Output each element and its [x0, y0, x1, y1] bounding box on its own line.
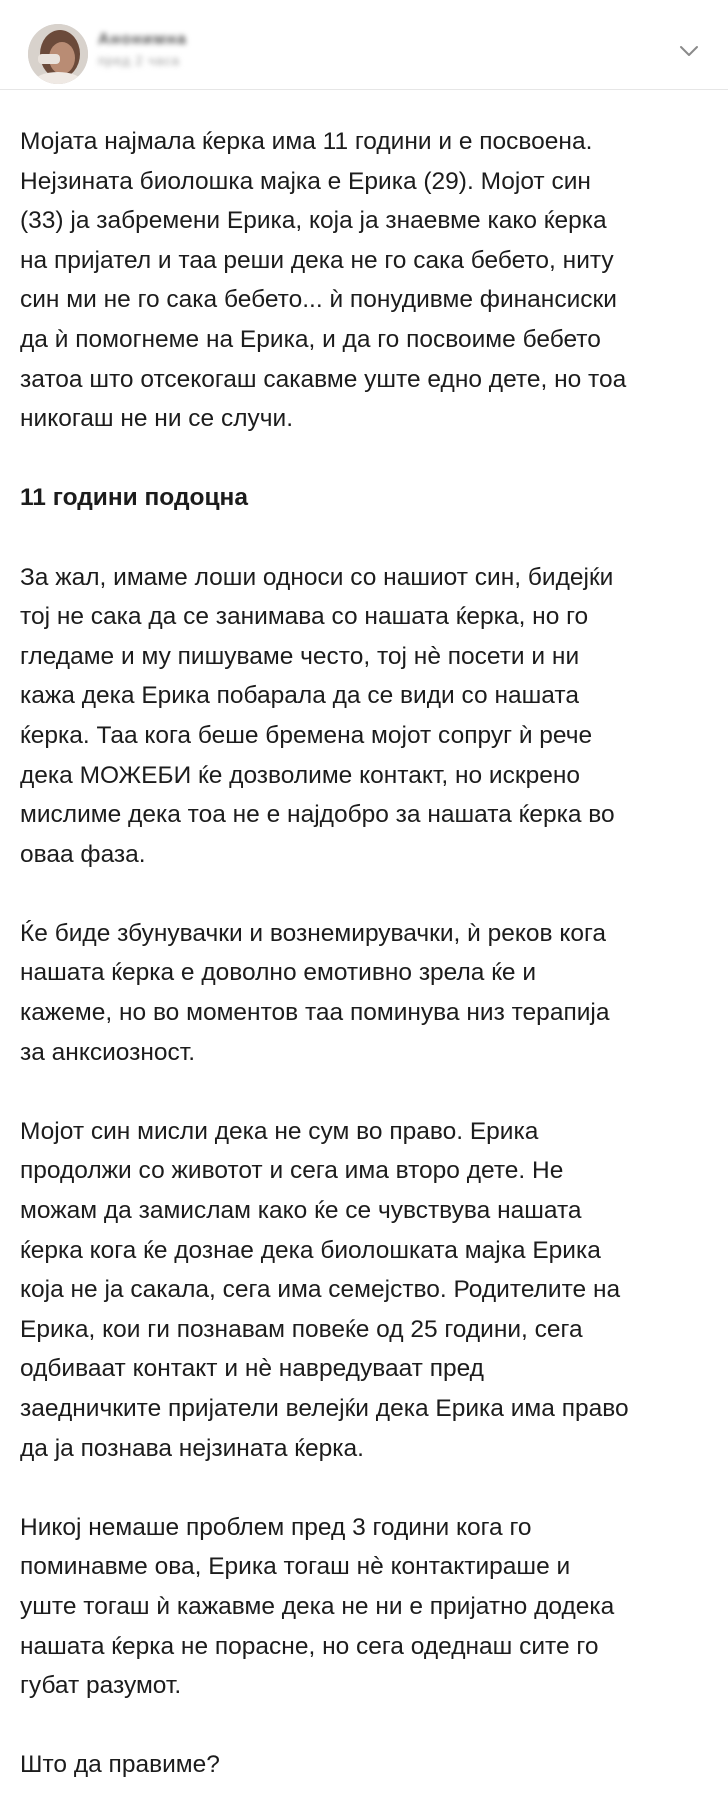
- post-timestamp: пред 2 часа: [98, 53, 180, 68]
- avatar-photo: [28, 24, 88, 84]
- post-paragraph: Мојата најмала ќерка има 11 години и е посвоена. Нејзината биолошка мајка е Ерика (29). Мојот син (33) ја забремени Ерика, која ја знаевме како ќерка на пријател и таа реши дека не го сака бебето, ниту син ми не го сака бебето... ѝ понудивме финансиски да ѝ помогнеме на Ерика, и да го посвоиме бебето затоа што отсекогаш сакавме уште едно дете, но тоа никогаш не ни се случи.: [20, 128, 627, 433]
- post-paragraph: Никој немаше проблем пред 3 години кога го поминавме ова, Ерика тогаш нè контактираше и уште тогаш ѝ кажавме дека не ни е пријатно додека нашата ќерка не порасне, но сега одеднаш сите го губат разумот.: [20, 1513, 615, 1700]
- author-block: [98, 30, 187, 70]
- post-header: [0, 0, 728, 90]
- post-paragraph: За жал, имаме лоши односи со нашиот син, бидејќи тој не сака да се занимава со нашата ќерка, но го гледаме и му пишуваме често, тој нè посети и ни кажа дека Ерика побарала да се види со нашата ќерка. Таа кога беше бремена мојот сопруг ѝ рече дека МОЖЕБИ ќе дозволиме контакт, но искрено мислиме дека тоа не е најдобро за нашата ќерка во оваа фаза.: [20, 563, 615, 868]
- post-subheading: 11 години подоцна: [20, 484, 248, 512]
- chevron-down-icon[interactable]: [678, 44, 700, 58]
- post-paragraph: Ќе биде збунувачки и вознемирувачки, ѝ реков кога нашата ќерка е доволно емотивно зрела ќе и кажеме, но во моментов таа поминува низ терапија за анксиозност.: [20, 919, 610, 1066]
- avatar[interactable]: [28, 24, 88, 84]
- author-name[interactable]: Анонимна: [98, 31, 187, 48]
- post-body: [20, 122, 710, 1785]
- post-paragraph: Мојот син мисли дека не сум во право. Ерика продолжи со животот и сега има второ дете. Не можам да замислам како ќе се чувствува нашата ќерка кога ќе дознае дека биолошката мајка Ерика која не ја сакала, сега има семејство. Родителите на Ерика, кои ги познавам повеќе од 25 години, сега одбиваат контакт и нè навредуваат пред заедничките пријатели велејќи дека Ерика има право да ја познава нејзината ќерка.: [20, 1117, 629, 1462]
- post-question: Што да правиме?: [20, 1751, 220, 1779]
